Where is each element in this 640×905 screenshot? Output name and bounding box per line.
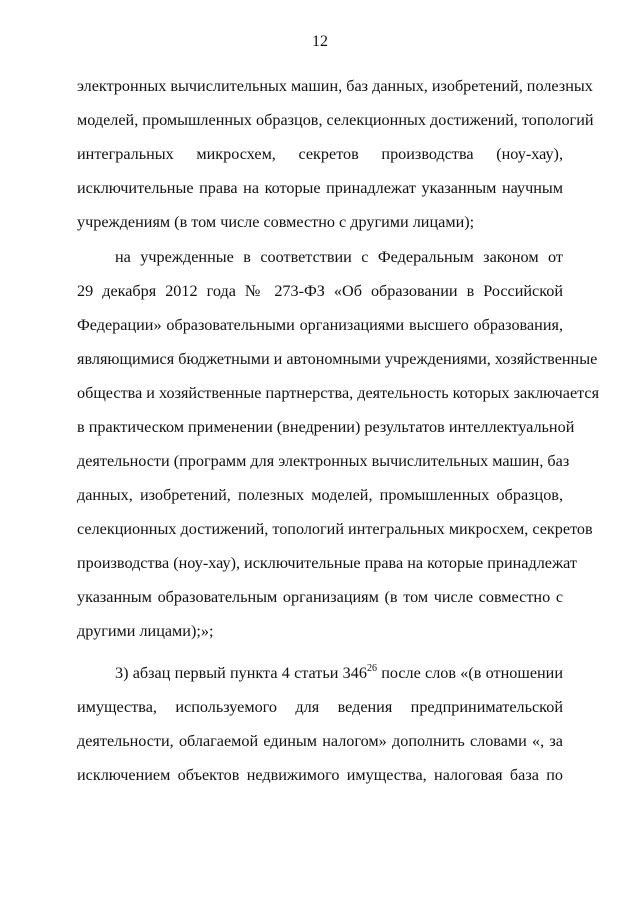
text-line: общества и хозяйственные партнерства, деятельность которых заключается [77, 384, 600, 402]
text-line [77, 656, 563, 690]
superscript: 26 [366, 663, 377, 674]
text-line: данных, изобретений, полезных моделей, промышленных образцов, [77, 486, 563, 504]
text-line: производства (ноу-хау), исключительные права на которые принадлежат [77, 554, 577, 572]
text-line: интегральных микросхем, секретов производства (ноу-хау), [77, 145, 563, 163]
text-line: в практическом применении (внедрении) результатов интеллектуальной [77, 418, 575, 436]
text-line: другими лицами);»; [77, 622, 214, 640]
text-line: моделей, промышленных образцов, селекционных достижений, топологий [77, 111, 594, 129]
text-line: Федерации» образовательными организациями высшего образования, [77, 316, 563, 334]
page-number: 12 [312, 33, 328, 50]
paragraph-3 [77, 656, 563, 792]
text-line: селекционных достижений, топологий интегральных микросхем, секретов [77, 520, 593, 538]
paragraph-2 [77, 240, 600, 648]
text-line: учреждениям (в том числе совместно с другими лицами); [77, 213, 475, 231]
text-line: 29 декабря 2012 года № 273-ФЗ «Об образовании в Российской [77, 282, 563, 300]
text-line: являющимися бюджетными и автономными учреждениями, хозяйственные [77, 350, 598, 368]
text-line: исключительные права на которые принадлежат указанным научным [77, 179, 563, 197]
text-line: деятельности (программ для электронных вычислительных машин, баз [77, 452, 570, 470]
text-line: имущества, используемого для ведения предпринимательской [77, 698, 563, 716]
paragraph-1 [77, 69, 594, 239]
text-line: электронных вычислительных машин, баз данных, изобретений, полезных [77, 77, 593, 95]
text-line: на учрежденные в соответствии с Федеральным законом от [115, 248, 563, 266]
text-line: указанным образовательным организациям (в том числе совместно с [77, 588, 563, 606]
text-fragment: 3) абзац первый пункта 4 статьи 346 [115, 664, 367, 682]
text-line: деятельности, облагаемой единым налогом» дополнить словами «, за [77, 732, 563, 750]
text-fragment: после слов «(в отношении [376, 664, 563, 682]
text-line: исключением объектов недвижимого имущества, налоговая база по [77, 766, 563, 784]
